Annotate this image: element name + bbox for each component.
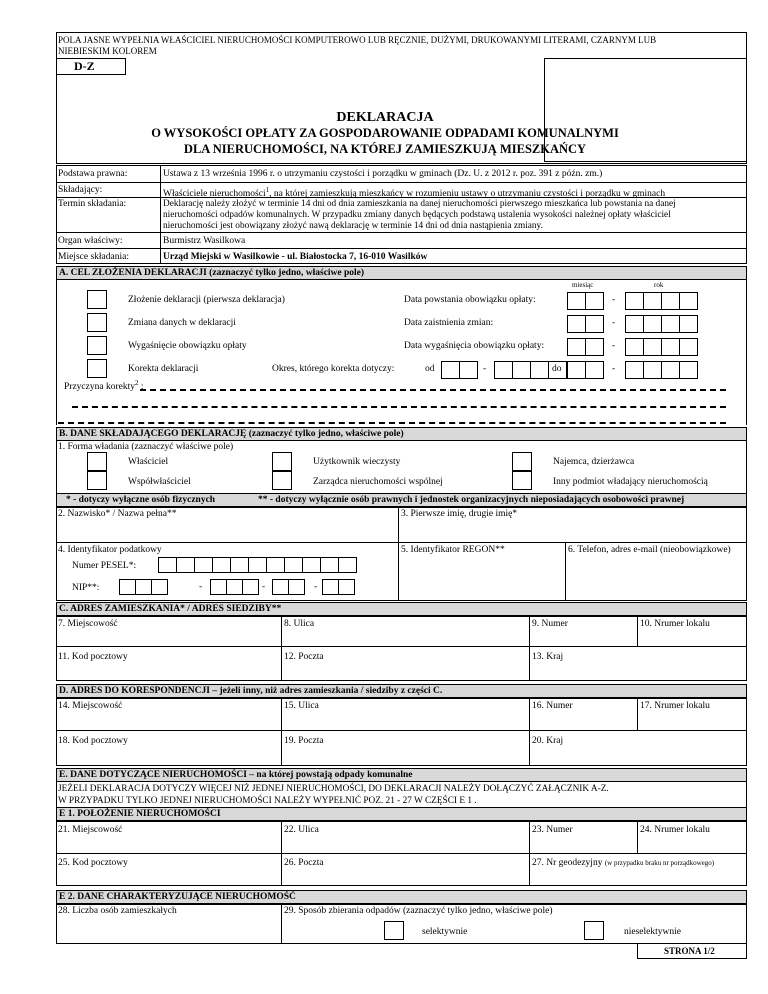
opt1-month-2[interactable]: [585, 292, 604, 310]
opt1-year-2[interactable]: [643, 292, 662, 310]
field-18-label: 18. Kod pocztowy: [58, 736, 128, 746]
opt3-month-2[interactable]: [585, 338, 604, 356]
checkbox-other-entity[interactable]: [512, 471, 532, 490]
opt3-label: Wygaśnięcie obowiązku opłaty: [128, 341, 247, 351]
period-to-label: do: [552, 364, 562, 374]
from-year-2[interactable]: [512, 361, 531, 379]
field-16-label: 16. Numer: [532, 701, 573, 711]
field-29-label: 29. Sposób zbierania odpadów (zaznaczyć tylko jedno, właściwe pole): [284, 906, 553, 916]
field-27-label: 27. Nr geodezyjny (w przypadku braku nr porządkowego): [532, 858, 715, 868]
opt1-year-3[interactable]: [661, 292, 680, 310]
checkbox-correction[interactable]: [87, 359, 107, 378]
from-year-3[interactable]: [530, 361, 549, 379]
from-month-1[interactable]: [441, 361, 460, 379]
checkbox-nonselective[interactable]: [584, 921, 604, 940]
termin-value-1: Deklarację należy złożyć w terminie 14 dni od dnia zamieszkania na danej nieruchomości pierwszego mieszkańca lub powstania na danej: [163, 199, 676, 209]
to-month-1[interactable]: [567, 361, 586, 379]
top-notice-line1: POLA JASNE WYPEŁNIA WŁAŚCICIEL NIERUCHOMOŚCI KOMPUTEROWO LUB RĘCZNIE, DUŻYMI, DRUKOWANYMI LITERAMI, CZARNYM LUB: [58, 35, 657, 45]
coowner-label: Współwłaściciel: [128, 477, 191, 487]
to-year-1[interactable]: [625, 361, 644, 379]
field-23-label: 23. Numer: [532, 825, 573, 835]
reason-line-3[interactable]: [58, 422, 726, 424]
field-8-label: 8. Ulica: [284, 619, 315, 629]
pesel-label: Numer PESEL*:: [72, 561, 137, 571]
organ-value: Burmistrz Wasilkowa: [163, 236, 246, 246]
opt2-year-2[interactable]: [643, 315, 662, 333]
opt1-year-4[interactable]: [679, 292, 698, 310]
to-month-2[interactable]: [585, 361, 604, 379]
checkbox-selective[interactable]: [384, 921, 404, 940]
field-2-label: 2. Nazwisko* / Nazwa pełna**: [58, 509, 177, 519]
opt2-dash: -: [612, 318, 616, 328]
reason-label: Przyczyna korekty$^2$ :: [64, 379, 144, 393]
field-12-label: 12. Poczta: [284, 652, 324, 662]
opt3-year-3[interactable]: [661, 338, 680, 356]
opt1-dash: -: [612, 295, 616, 305]
tenant-label: Najemca, dzierżawca: [553, 457, 635, 467]
opt2-month-2[interactable]: [585, 315, 604, 333]
opt3-dash: -: [612, 341, 616, 351]
nip-label: NIP**:: [72, 583, 100, 593]
section-e1-title: E 1. POŁOŻENIE NIERUCHOMOŚCI: [59, 809, 221, 819]
to-year-3[interactable]: [661, 361, 680, 379]
top-notice-line2: NIEBIESKIM KOLOREM: [58, 46, 157, 56]
miejsce-label: Miejsce składania:: [58, 252, 129, 262]
opt3-month-1[interactable]: [567, 338, 586, 356]
skladajacy-value: Właściciele nieruchomości$^1$, na której zamieszkują mieszkańcy w rozumieniu ustawy o utrzymaniu czystości i porządku w gminach: [163, 186, 666, 200]
podstawa-label: Podstawa prawna:: [58, 169, 128, 179]
reason-line-1[interactable]: [140, 389, 726, 391]
col-month-label: miesiąc: [572, 281, 594, 289]
section-d-title: D. ADRES DO KORESPONDENCJI – jeżeli inny, niż adres zamieszkania / siedziby z części C.: [59, 686, 443, 696]
from-dash: -: [483, 364, 487, 374]
to-year-4[interactable]: [679, 361, 698, 379]
field-5-label: 5. Identyfikator REGON**: [401, 545, 505, 555]
field-8-box[interactable]: [281, 616, 530, 647]
field-15-label: 15. Ulica: [284, 701, 319, 711]
field-13-label: 13. Kraj: [532, 652, 564, 662]
period-label: Okres, którego korekta dotyczy:: [272, 364, 395, 374]
podstawa-value: Ustawa z 13 września 1996 r. o utrzymaniu czystości i porządku w gminach (Dz. U. z 2012 r. poz. 391 z późn. zm.): [163, 169, 603, 179]
checkbox-manager[interactable]: [272, 471, 292, 490]
checkbox-change-data[interactable]: [87, 313, 107, 332]
organ-label: Organ właściwy:: [58, 236, 123, 246]
from-year-1[interactable]: [494, 361, 513, 379]
from-month-2[interactable]: [459, 361, 478, 379]
section-a-title: A. CEL ZŁOŻENIA DEKLARACJI (zaznaczyć tylko jedno, właściwe pole): [59, 268, 365, 278]
opt3-date-label: Data wygaśnięcia obowiązku opłaty:: [404, 341, 545, 351]
opt2-date-label: Data zaistnienia zmian:: [404, 318, 494, 328]
skladajacy-label: Składający:: [58, 185, 103, 195]
checkbox-owner[interactable]: [87, 452, 107, 471]
period-from-label: od: [425, 364, 435, 374]
opt2-year-3[interactable]: [661, 315, 680, 333]
field-25-label: 25. Kod pocztowy: [58, 858, 128, 868]
opt1-label: Złożenie deklaracji (pierwsza deklaracja): [128, 295, 285, 305]
opt2-year-4[interactable]: [679, 315, 698, 333]
opt4-label: Korekta deklaracji: [128, 364, 199, 374]
reason-line-2[interactable]: [72, 406, 726, 408]
opt2-label: Zmiana danych w deklaracji: [128, 318, 236, 328]
field-14-label: 14. Miejscowość: [58, 701, 123, 711]
form-code: D-Z: [74, 59, 95, 73]
section-b-subheader: 1. Forma władania (zaznaczyć właściwe pole): [58, 442, 234, 452]
nonselective-label: nieselektywnie: [624, 927, 681, 937]
col-year-label: rok: [654, 281, 664, 289]
field-6-label: 6. Telefon, adres e-mail (nieobowiązkowe): [568, 545, 731, 555]
field-11-label: 11. Kod pocztowy: [58, 652, 128, 662]
section-e-note-1: JEŻELI DEKLARACJA DOTYCZY WIĘCEJ NIŻ JEDNEJ NIERUCHOMOŚCI, DO DEKLARACJI NALEŻY DOŁĄCZYĆ ZAŁĄCZNIK A-Z.: [58, 784, 609, 794]
opt2-month-1[interactable]: [567, 315, 586, 333]
field-20-label: 20. Kraj: [532, 736, 564, 746]
owner-label: Właściciel: [128, 457, 169, 467]
other-label: Inny podmiot władający nieruchomością: [553, 477, 708, 487]
field-26-label: 26. Poczta: [284, 858, 324, 868]
section-c-title: C. ADRES ZAMIESZKANIA* / ADRES SIEDZIBY**: [59, 604, 282, 614]
manager-label: Zarządca nieruchomości wspólnej: [313, 477, 443, 487]
checkbox-expiry[interactable]: [87, 336, 107, 355]
checkbox-first-declaration[interactable]: [87, 290, 107, 309]
note-natural: * - dotyczy wyłączne osób fizycznych: [66, 495, 216, 505]
title-line2: O WYSOKOŚCI OPŁATY ZA GOSPODAROWANIE ODPADAMI KOMUNALNYMI: [151, 126, 619, 140]
page-number: STRONA 1/2: [664, 946, 715, 956]
miejsce-value: Urząd Miejski w Wasilkowie - ul. Białostocka 7, 16-010 Wasilków: [163, 252, 428, 262]
title-line3: DLA NIERUCHOMOŚCI, NA KTÓREJ ZAMIESZKUJĄ MIESZKAŃCY: [183, 142, 587, 156]
termin-label: Termin składania:: [58, 199, 127, 209]
field-19-label: 19. Poczta: [284, 736, 324, 746]
checkbox-perpetual-user[interactable]: [272, 452, 292, 471]
field-9-label: 9. Numer: [532, 619, 568, 629]
termin-value-3: nieruchomości jest obowiązany złożyć nawą deklarację w terminie 14 dni od dnia nastąpienia zmiany.: [163, 221, 543, 231]
title-line1: DEKLARACJA: [336, 110, 434, 125]
field-10-label: 10. Nrumer lokalu: [640, 619, 710, 629]
opt1-year-1[interactable]: [625, 292, 644, 310]
selective-label: selektywnie: [422, 927, 468, 937]
field-17-label: 17. Nrumer lokalu: [640, 701, 710, 711]
section-b-title: B. DANE SKŁADAJĄCEGO DEKLARACJĘ (zaznaczyć tylko jedno, właściwe pole): [59, 429, 404, 439]
note-legal: ** - dotyczy wyłącznie osób prawnych i jednostek organizacyjnych nieposiadających osobowości prawnej: [258, 495, 685, 505]
opt1-month-1[interactable]: [567, 292, 586, 310]
field-3-label: 3. Pierwsze imię, drugie imię*: [401, 509, 518, 519]
to-year-2[interactable]: [643, 361, 662, 379]
section-e-title: E. DANE DOTYCZĄCE NIERUCHOMOŚCI – na której powstają odpady komunalne: [59, 770, 413, 780]
perpetual-label: Użytkownik wieczysty: [313, 457, 401, 467]
field-21-label: 21. Miejscowość: [58, 825, 123, 835]
field-28-label: 28. Liczba osób zamieszkałych: [58, 906, 177, 916]
opt1-date-label: Data powstania obowiązku opłaty:: [404, 295, 536, 305]
to-dash: -: [612, 364, 616, 374]
opt3-year-1[interactable]: [625, 338, 644, 356]
opt3-year-4[interactable]: [679, 338, 698, 356]
checkbox-tenant[interactable]: [512, 452, 532, 471]
termin-value-2: nieruchomości odpadów komunalnych. W przypadku zmiany danych będących podstawą ustalenia wysokości należnej opłaty właściciel: [163, 210, 671, 220]
section-e-note-2: W PRZYPADKU TYLKO JEDNEJ NIERUCHOMOŚCI NALEŻY WYPEŁNIĆ POZ. 21 - 27 W CZĘŚCI E 1 .: [58, 796, 477, 806]
field-7-label: 7. Miejscowość: [58, 619, 118, 629]
field-22-label: 22. Ulica: [284, 825, 319, 835]
opt3-year-2[interactable]: [643, 338, 662, 356]
section-e2-title: E 2. DANE CHARAKTERYZUJĄCE NIERUCHOMOŚĆ: [59, 892, 296, 902]
opt2-year-1[interactable]: [625, 315, 644, 333]
field-24-label: 24. Nrumer lokalu: [640, 825, 710, 835]
checkbox-coowner[interactable]: [87, 471, 107, 490]
field-4-label: 4. Identyfikator podatkowy: [58, 545, 162, 555]
